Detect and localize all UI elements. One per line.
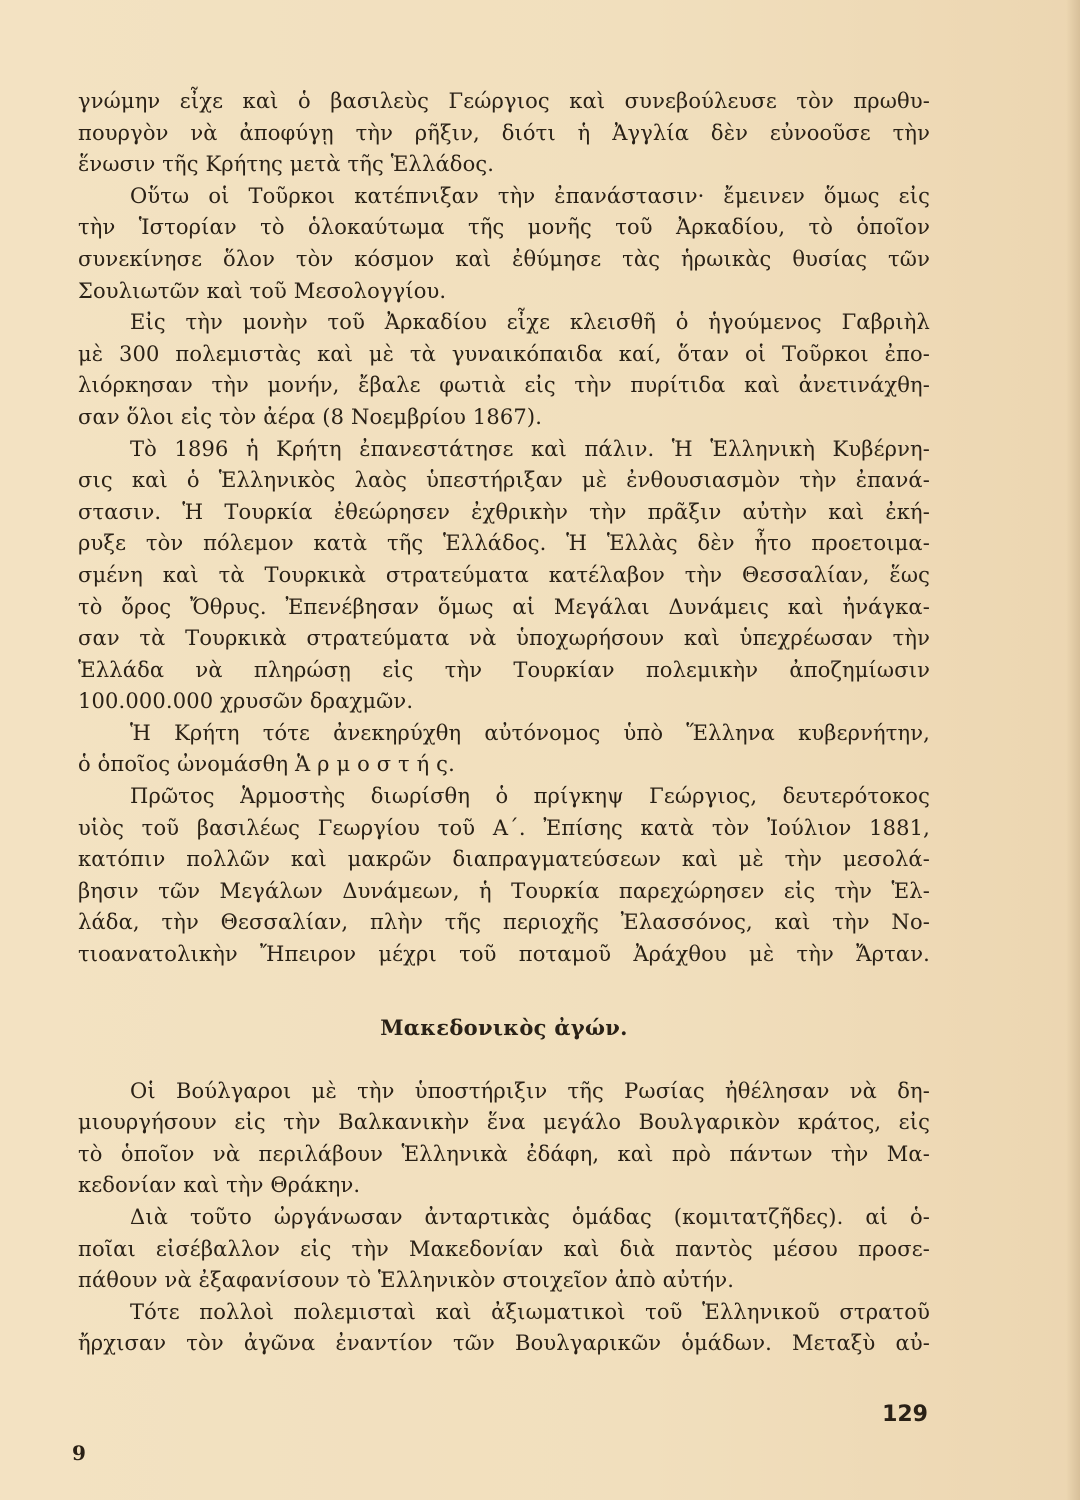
text-line: λιόρκησαν τὴν μονήν, ἔβαλε φωτιὰ εἰς τὴν πυρίτιδα καὶ ἀνετινάχθη- — [78, 373, 930, 398]
text-line: Σουλιωτῶν καὶ τοῦ Μεσολογγίου. — [78, 278, 447, 303]
text-line: τὸ ὁποῖον νὰ περιλάβουν Ἑλληνικὰ ἐδάφη, καὶ πρὸ πάντων τὴν Μα- — [78, 1141, 930, 1166]
section-heading: Μακεδονικὸς ἀγών. — [380, 1014, 628, 1040]
text-line: ὁ ὁποῖος ὠνομάσθη Ἁ ρ μ ο σ τ ή ς. — [78, 752, 455, 777]
page-number: 129 — [882, 1402, 928, 1427]
paragraph-revolt-1896 — [78, 434, 930, 718]
text-line: ποῖαι εἰσέβαλλον εἰς τὴν Μακεδονίαν καὶ διὰ παντὸς μέσου προσε- — [78, 1236, 930, 1261]
text-line: Τὸ 1896 ἡ Κρήτη ἐπανεστάτησε καὶ πάλιν. Ἡ Ἑλληνικὴ Κυβέρνη- — [130, 436, 930, 461]
text-line: μιουργήσουν εἰς τὴν Βαλκανικὴν ἕνα μεγάλο Βουλγαρικὸν κράτος, εἰς — [78, 1110, 930, 1135]
text-line: Εἰς τὴν μονὴν τοῦ Ἀρκαδίου εἶχε κλεισθῆ ὁ ἡγούμενος Γαβριὴλ — [130, 310, 930, 335]
text-line: κεδονίαν καὶ τὴν Θράκην. — [78, 1173, 361, 1198]
paragraph-greek-fighters — [78, 1297, 930, 1360]
text-line: Οἱ Βούλγαροι μὲ τὴν ὑποστήριξιν τῆς Ρωσίας ἠθέλησαν νὰ δη- — [130, 1078, 930, 1103]
text-line: σμένη καὶ τὰ Τουρκικὰ στρατεύματα κατέλαβον τὴν Θεσσαλίαν, ἕως — [78, 562, 930, 587]
text-line: συνεκίνησε ὅλον τὸν κόσμον καὶ ἐθύμησε τὰς ἡρωικὰς θυσίας τῶν — [78, 246, 930, 271]
body-text — [78, 86, 930, 1360]
text-line: κατόπιν πολλῶν καὶ μακρῶν διαπραγματεύσεων καὶ μὲ τὴν μεσολά- — [78, 847, 930, 872]
text-line: μὲ 300 πολεμιστὰς καὶ μὲ τὰ γυναικόπαιδα καί, ὅταν οἱ Τοῦρκοι ἐπο- — [78, 341, 930, 366]
text-line: τὴν Ἱστορίαν τὸ ὁλοκαύτωμα τῆς μονῆς τοῦ Ἀρκαδίου, τὸ ὁποῖον — [78, 215, 930, 240]
text-line: ρυξε τὸν πόλεμον κατὰ τῆς Ἑλλάδος. Ἡ Ἑλλὰς δὲν ἦτο προετοιμα- — [78, 531, 930, 556]
text-line: λάδα, τὴν Θεσσαλίαν, πλὴν τῆς περιοχῆς Ἐλασσόνος, καὶ τὴν Νο- — [78, 910, 930, 935]
paragraph-arkadi-holocaust — [78, 181, 930, 307]
text-line: τιοανατολικὴν Ἤπειρον μέχρι τοῦ ποταμοῦ Ἀράχθου μὲ τὴν Ἄρταν. — [78, 942, 930, 967]
text-line: Οὕτω οἱ Τοῦρκοι κατέπνιξαν τὴν ἐπανάστασιν· ἔμεινεν ὅμως εἰς — [130, 183, 930, 208]
text-line: Ἡ Κρήτη τότε ἀνεκηρύχθη αὐτόνομος ὑπὸ Ἕλληνα κυβερνήτην, — [130, 720, 930, 745]
text-line: ἤρχισαν τὸν ἀγῶνα ἐναντίον τῶν Βουλγαρικῶν ὁμάδων. Μεταξὺ αὐ- — [78, 1331, 930, 1356]
text-line: σαν ὅλοι εἰς τὸν ἀέρα (8 Νοεμβρίου 1867). — [78, 404, 543, 429]
text-line: σις καὶ ὁ Ἑλληνικὸς λαὸς ὑπεστήριξαν μὲ ἐνθουσιασμὸν τὴν ἐπανά- — [78, 468, 930, 493]
paragraph-continuation — [78, 86, 930, 181]
paragraph-first-harmost — [78, 781, 930, 971]
paragraph-komitadjis — [78, 1202, 930, 1297]
text-line: στασιν. Ἡ Τουρκία ἐθεώρησεν ἐχθρικὴν τὴν πρᾶξιν αὐτὴν καὶ ἐκή- — [78, 499, 930, 524]
text-line: Διὰ τοῦτο ὠργάνωσαν ἀνταρτικὰς ὁμάδας (κομιτατζῆδες). αἱ ὁ- — [130, 1205, 930, 1229]
paragraph-crete-autonomy — [78, 718, 930, 781]
text-line: πουργὸν νὰ ἀποφύγῃ τὴν ρῆξιν, διότι ἡ Ἀγγλία δὲν εὐνοοῦσε τὴν — [78, 120, 930, 145]
text-line: πάθουν νὰ ἐξαφανίσουν τὸ Ἑλληνικὸν στοιχεῖον ἀπὸ αὐτήν. — [78, 1268, 735, 1293]
text-line: Πρῶτος Ἁρμοστὴς διωρίσθη ὁ πρίγκηψ Γεώργιος, δευτερότοκος — [130, 784, 930, 809]
text-line: γνώμην εἶχε καὶ ὁ βασιλεὺς Γεώργιος καὶ συνεβούλευσε τὸν πρωθυ- — [78, 89, 930, 113]
text-line: Ἑλλάδα νὰ πληρώσῃ εἰς τὴν Τουρκίαν πολεμικὴν ἀποζημίωσιν — [78, 657, 930, 682]
paragraph-bulgarians — [78, 1076, 930, 1202]
text-line: υἱὸς τοῦ βασιλέως Γεωργίου τοῦ Α΄. Ἐπίσης κατὰ τὸν Ἰούλιον 1881, — [78, 815, 930, 840]
text-line: βησιν τῶν Μεγάλων Δυνάμεων, ἡ Τουρκία παρεχώρησεν εἰς τὴν Ἑλ- — [78, 878, 930, 903]
text-line: ἕνωσιν τῆς Κρήτης μετὰ τῆς Ἑλλάδος. — [78, 152, 495, 177]
signature-mark: 9 — [72, 1441, 86, 1465]
text-line: Τότε πολλοὶ πολεμισταὶ καὶ ἀξιωματικοὶ τοῦ Ἑλληνικοῦ στρατοῦ — [130, 1299, 930, 1324]
text-line: 100.000.000 χρυσῶν δραχμῶν. — [78, 689, 414, 714]
paragraph-arkadi-monastery — [78, 307, 930, 433]
text-line: τὸ ὄρος Ὄθρυς. Ἐπενέβησαν ὅμως αἱ Μεγάλαι Δυνάμεις καὶ ἠνάγκα- — [78, 594, 930, 619]
page-edge-shadow — [1066, 0, 1080, 1500]
text-line: σαν τὰ Τουρκικὰ στρατεύματα νὰ ὑποχωρήσουν καὶ ὑπεχρέωσαν τὴν — [78, 626, 930, 651]
